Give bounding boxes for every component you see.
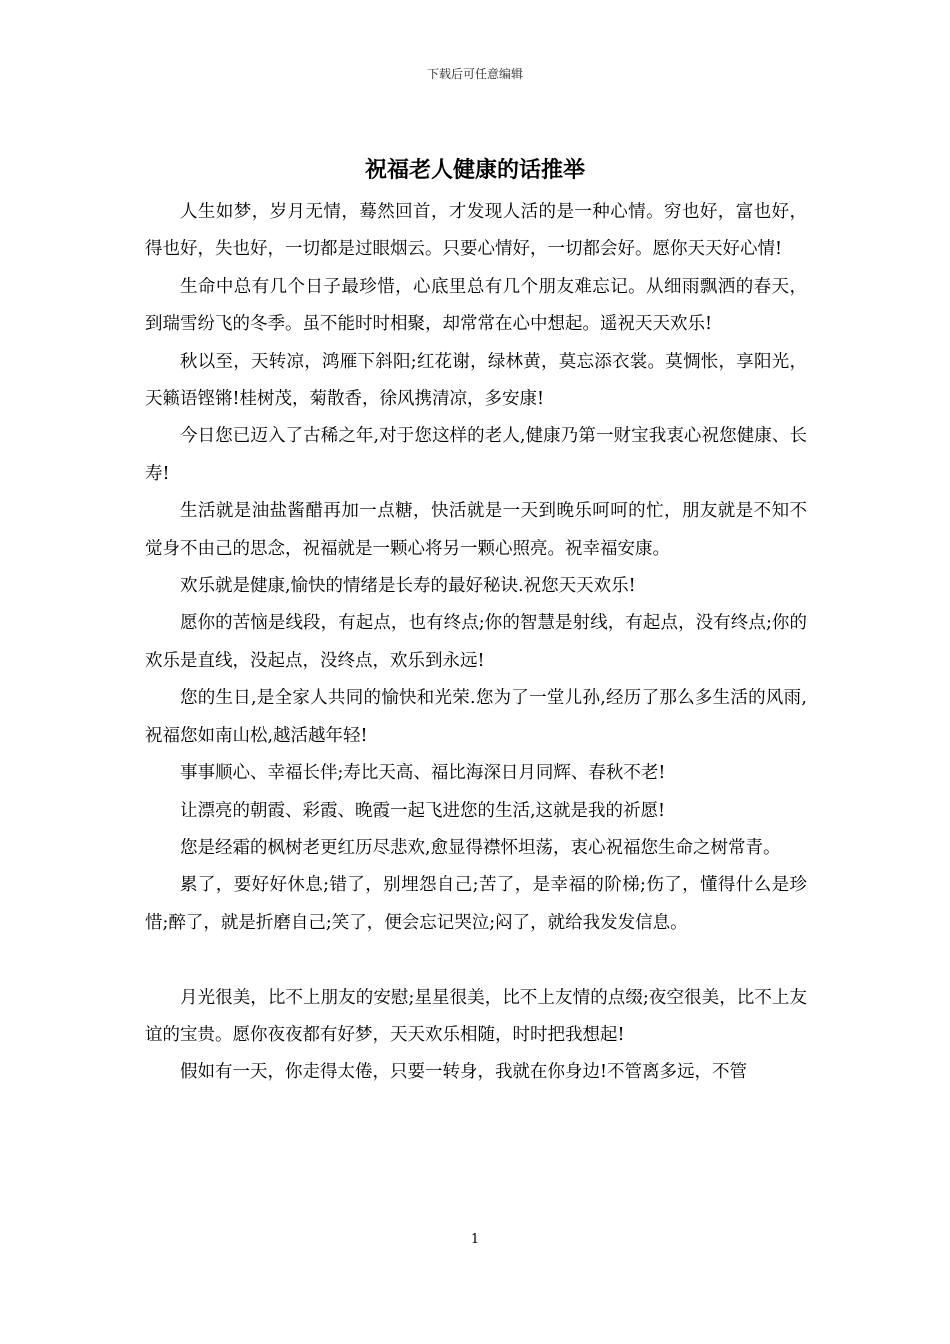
- paragraph: 愿你的苦恼是线段，有起点，也有终点;你的智慧是射线，有起点，没有终点;你的欢乐是直线，没起点，没终点，欢乐到永远!: [145, 613, 807, 671]
- paragraph: 秋以至，天转凉，鸿雁下斜阳;红花谢，绿林黄，莫忘添衣裳。莫惆怅，享阳光，天籁语铿锵!桂树茂，菊散香，徐风携清凉，多安康!: [145, 351, 807, 410]
- paragraph: 您是经霜的枫树老更红历尽悲欢,愈显得襟怀坦荡，衷心祝福您生命之树常青。: [180, 837, 781, 858]
- paragraph: 您的生日,是全家人共同的愉快和光荣.您为了一堂儿孙,经历了那么多生活的风雨,祝福您如南山松,越活越年轻!: [145, 688, 807, 746]
- paragraph: 事事顺心、幸福长伴;寿比天高、福比海深日月同辉、春秋不老!: [180, 763, 666, 784]
- page-number: 1: [470, 1232, 480, 1247]
- page-header-note: 下载后可任意编辑: [426, 67, 523, 81]
- paragraph: 人生如梦，岁月无情，蓦然回首，才发现人活的是一种心情。穷也好，富也好，得也好，失也好，一切都是过眼烟云。只要心情好，一切都会好。愿你天天好心情!: [145, 202, 807, 260]
- paragraph: 累了，要好好休息;错了，别埋怨自己;苦了，是幸福的阶梯;伤了，懂得什么是珍惜;醉了，就是折磨自己;笑了，便会忘记哭泣;闷了，就给我发发信息。: [145, 875, 807, 933]
- paragraph: 欢乐就是健康,愉快的情绪是长寿的最好秘诀.祝您天天欢乐!: [180, 576, 636, 597]
- document-title: 祝福老人健康的话推举: [364, 157, 585, 183]
- paragraph: 生活就是油盐酱醋再加一点糖，快活就是一天到晚乐呵呵的忙，朋友就是不知不觉身不由己的思念，祝福就是一颗心将另一颗心照亮。祝幸福安康。: [145, 501, 807, 559]
- paragraph: 假如有一天，你走得太倦，只要一转身，我就在你身边!不管离多远，不管: [180, 1062, 748, 1083]
- document-body: [145, 194, 807, 1092]
- paragraph-spacer: [145, 942, 807, 979]
- paragraph: 让漂亮的朝霞、彩霞、晚霞一起飞进您的生活,这就是我的祈愿!: [180, 800, 666, 821]
- paragraph: 月光很美，比不上朋友的安慰;星星很美，比不上友情的点缀;夜空很美，比不上友谊的宝贵。愿你夜夜都有好梦，天天欢乐相随，时时把我想起!: [145, 987, 807, 1045]
- paragraph: 今日您已迈入了古稀之年,对于您这样的老人,健康乃第一财宝我衷心祝您健康、长寿!: [145, 426, 807, 484]
- paragraph: 生命中总有几个日子最珍惜，心底里总有几个朋友难忘记。从细雨飘洒的春天，到瑞雪纷飞的冬季。虽不能时时相聚，却常常在心中想起。遥祝天天欢乐!: [145, 276, 807, 335]
